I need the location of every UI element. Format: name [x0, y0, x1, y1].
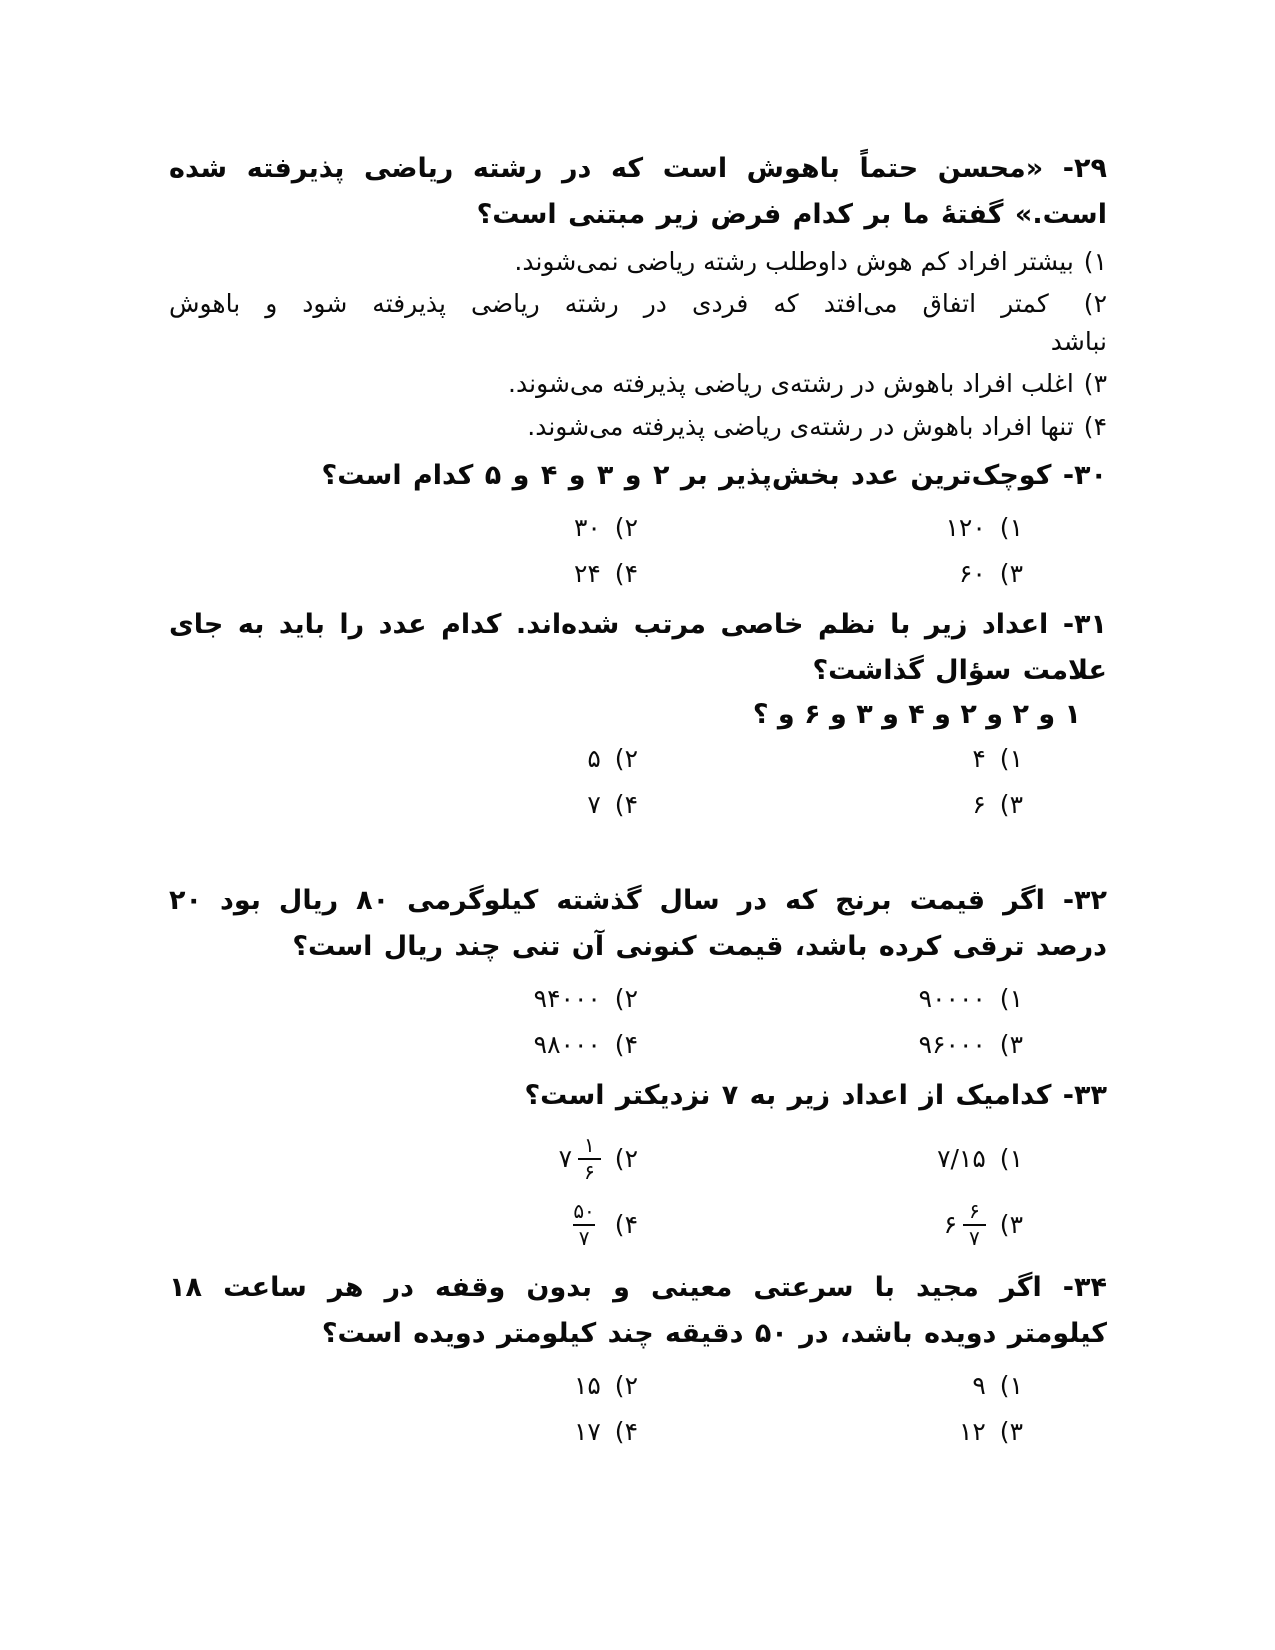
option-value: ۹: [972, 1370, 986, 1400]
option-label: ۱): [999, 1144, 1023, 1174]
question-33-options-row-1: [169, 1133, 1107, 1185]
option-label: ۴): [614, 1417, 638, 1447]
question-29-stem-line2: است.» گفتهٔ ما بر کدام فرض زیر مبتنی است؟: [476, 199, 1107, 231]
question-32-options-row-1: [169, 980, 1107, 1018]
fraction-numerator: ۶: [969, 1199, 980, 1223]
question-31-option-1: [638, 740, 1107, 778]
question-29: [169, 146, 1107, 445]
option-label: ۳): [1083, 369, 1107, 399]
question-34-options-row-2: [169, 1413, 1107, 1451]
option-label: ۱): [999, 983, 1023, 1013]
option-label: ۴): [614, 790, 638, 820]
question-31-options-row-2: [169, 786, 1107, 824]
option-value: ۱۷: [573, 1417, 601, 1447]
question-29-option-3: [169, 365, 1107, 403]
option-label: ۴): [614, 559, 638, 589]
option-value: ۹۰۰۰۰: [918, 983, 986, 1013]
question-34-options-row-1: [169, 1367, 1107, 1405]
option-value: ۵: [587, 743, 601, 773]
option-value: ۲۴: [573, 559, 601, 589]
question-32-option-2: [169, 980, 638, 1018]
whole-number: ۶: [943, 1210, 958, 1240]
question-31-stem-line1: ۳۱- اعداد زیر با نظم خاصی مرتب شده‌اند. کدام عدد را باید به جای: [169, 608, 1107, 640]
question-32-stem-line1: ۳۲- اگر قیمت برنج که در سال گذشته کیلوگرمی ۸۰ ریال بود ۲۰: [169, 884, 1107, 916]
question-34-stem: [169, 1265, 1107, 1358]
question-34-option-4: [169, 1413, 638, 1451]
option-value: ۹۴۰۰۰: [533, 983, 601, 1013]
option-label: ۱): [999, 1370, 1023, 1400]
question-34-stem-line1: ۳۴- اگر مجید با سرعتی معینی و بدون وقفه در هر ساعت ۱۸: [169, 1272, 1107, 1303]
fraction: [963, 1199, 986, 1251]
question-31-option-2: [169, 740, 638, 778]
option-text: تنها افراد باهوش در رشته‌ی ریاضی پذیرفته می‌شوند.: [527, 411, 1074, 441]
question-31-option-4: [169, 786, 638, 824]
question-34: [169, 1265, 1107, 1451]
fraction-numerator: ۵۰: [573, 1199, 595, 1223]
option-label: ۳): [999, 559, 1023, 589]
question-30-options-row-1: [169, 509, 1107, 547]
question-34-option-1: [638, 1367, 1107, 1405]
fraction-denominator: ۷: [963, 1224, 986, 1251]
option-label: ۲): [614, 983, 638, 1013]
question-33-stem: [169, 1073, 1107, 1119]
option-value: ۳۰: [573, 512, 601, 542]
question-31-options-row-1: [169, 740, 1107, 778]
exam-content: [169, 146, 1107, 1460]
question-34-option-3: [638, 1413, 1107, 1451]
question-29-stem: [169, 146, 1107, 239]
option-value: ۱۲: [958, 1417, 986, 1447]
option-label: ۲): [614, 743, 638, 773]
option-label: ۳): [999, 1417, 1023, 1447]
question-33: [169, 1073, 1107, 1251]
option-line2: نباشد: [1050, 326, 1107, 356]
question-31-stem: [169, 602, 1107, 695]
option-label: ۲): [614, 512, 638, 542]
question-33-option-2: [169, 1133, 638, 1185]
question-33-option-4: [169, 1199, 638, 1251]
option-value: ۷/۱۵: [937, 1144, 986, 1174]
question-30-option-3: [638, 555, 1107, 593]
option-label: ۴): [614, 1210, 638, 1240]
mixed-number: [944, 1199, 986, 1251]
option-text: اغلب افراد باهوش در رشته‌ی ریاضی پذیرفته می‌شوند.: [508, 369, 1074, 399]
option-value: ۴: [972, 743, 986, 773]
option-value: ۹۶۰۰۰: [918, 1030, 986, 1060]
question-33-options-row-2: [169, 1199, 1107, 1251]
fraction: [578, 1133, 601, 1185]
question-30: [169, 453, 1107, 592]
question-31-stem-line2: علامت سؤال گذاشت؟: [812, 655, 1107, 687]
fraction-denominator: ۶: [578, 1158, 601, 1185]
question-32-stem: [169, 878, 1107, 971]
question-29-stem-line1: ۲۹- «محسن حتماً باهوش است که در رشته ریاضی پذیرفته شده: [169, 153, 1107, 184]
option-label: ۳): [999, 1210, 1023, 1240]
question-32-stem-line2: درصد ترقی کرده باشد، قیمت کنونی آن تنی چند ریال است؟: [292, 931, 1107, 963]
question-32-option-1: [638, 980, 1107, 1018]
question-31: [169, 602, 1107, 824]
question-29-option-4: [169, 408, 1107, 446]
fraction-denominator: ۷: [573, 1224, 596, 1251]
option-label: ۳): [999, 790, 1023, 820]
option-value: ۷: [587, 790, 601, 820]
question-30-stem: [169, 453, 1107, 499]
question-32-option-4: [169, 1026, 638, 1064]
question-31-option-3: [638, 786, 1107, 824]
option-label: ۲): [614, 1370, 638, 1400]
option-value: ۱۵: [573, 1370, 601, 1400]
question-34-option-2: [169, 1367, 638, 1405]
question-30-option-4: [169, 555, 638, 593]
question-29-option-1: [169, 243, 1107, 281]
option-label: ۲): [1083, 289, 1107, 319]
option-label: ۱): [1083, 246, 1107, 276]
option-label: ۴): [1083, 411, 1107, 441]
question-32-option-3: [638, 1026, 1107, 1064]
fraction: [567, 1199, 600, 1251]
question-33-option-1: [638, 1140, 1107, 1178]
option-value: ۹۸۰۰۰: [533, 1030, 601, 1060]
question-33-stem-line1: ۳۳- کدامیک از اعداد زیر به ۷ نزدیکتر است؟: [524, 1079, 1107, 1111]
option-value: ۶۰: [958, 559, 986, 589]
option-label: ۳): [999, 1030, 1023, 1060]
question-33-option-3: [638, 1199, 1107, 1251]
question-32-options-row-2: [169, 1026, 1107, 1064]
fraction-numerator: ۱: [584, 1133, 595, 1157]
question-30-option-2: [169, 509, 638, 547]
option-label: ۱): [999, 512, 1023, 542]
whole-number: ۷: [558, 1144, 573, 1174]
question-34-stem-line2: کیلومتر دویده باشد، در ۵۰ دقیقه چند کیلومتر دویده است؟: [321, 1318, 1107, 1350]
option-value: ۶: [972, 790, 986, 820]
option-line1: [169, 285, 1107, 323]
option-label: ۴): [614, 1030, 638, 1060]
option-label: ۲): [614, 1144, 638, 1174]
question-30-options-row-2: [169, 555, 1107, 593]
question-32: [169, 878, 1107, 1064]
question-30-option-1: [638, 509, 1107, 547]
question-29-option-2: [169, 285, 1107, 360]
option-label: ۱): [999, 743, 1023, 773]
mixed-number: [559, 1133, 601, 1185]
number-sequence: ۱ و ۲ و ۲ و ۴ و ۳ و ۶ و ؟: [752, 698, 1081, 730]
option-value: ۱۲۰: [945, 512, 986, 542]
option-text: بیشتر افراد کم هوش داوطلب رشته ریاضی نمی‌شوند.: [514, 246, 1074, 276]
question-30-stem-line1: ۳۰- کوچک‌ترین عدد بخش‌پذیر بر ۲ و ۳ و ۴ و ۵ کدام است؟: [321, 460, 1107, 492]
option-text: کمتر اتفاق می‌افتد که فردی در رشته ریاضی پذیرفته شود و باهوش: [169, 289, 1049, 319]
